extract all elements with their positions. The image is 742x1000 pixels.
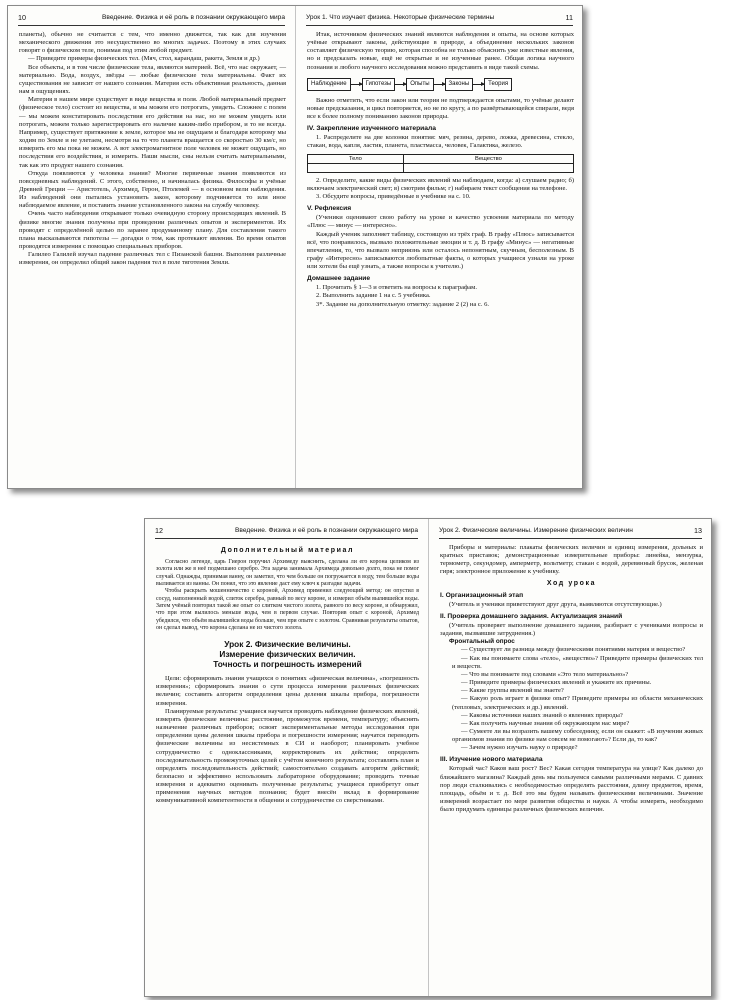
question-item: — Какую роль играет в физике опыт? Приведите примеры из области механических (тепловых, электрических и др.) явлений. bbox=[452, 695, 703, 711]
paragraph: планеты), обычно не считается с тем, что именно движется, так как для изучения механического движения это несущественно во многих задачах. Поэтому в этих случаях говорят о физическом теле, понимая под этим любой предмет. bbox=[19, 31, 286, 55]
paragraph: Который час? Каков ваш рост? Вес? Какая сегодня температура на улице? Как далеко до ближайшего магазина? Каждый день мы пользуемся самыми различными мерами. С давних пор люди сталкивались с необходимостью определять расстояния, длину предметов, время, площадь, объём и т. д. Всё это мы будем называть физическими величинами. Значение измерений возрастает по мере развития общества и науки. А чтобы измерять, необходимо было придумать единицы различных физических величин. bbox=[440, 765, 703, 814]
flow-box-laws: Законы bbox=[445, 78, 474, 91]
task-text: 3. Обсудите вопросы, приведённые в учебнике на с. 10. bbox=[316, 193, 471, 201]
question-item: — Сумеете ли вы возразить вашему собеседнику, если он скажет: «В изучении живых организмов знания по физике нам совсем не помогают»? Если да, то как? bbox=[452, 727, 703, 744]
homework-heading: Домашнее задание bbox=[307, 275, 371, 283]
flow-box-hypotheses: Гипотезы bbox=[362, 78, 396, 91]
question-item: — Что вы понимаете под словами «Это тело материально»? bbox=[461, 670, 629, 678]
task-text: 1. Распределите на две колонки понятия: мяч, резина, дерево, ложка, древесина, стекло, стакан, вода, капля, ластик, планета, пластмасса, человек, Галактика, железо. bbox=[307, 134, 574, 150]
question-item: — Как получить научные знания об окружающем нас мире? bbox=[461, 719, 630, 727]
lesson-title-line: Измерение физических величин. bbox=[219, 649, 356, 660]
running-title: Урок 1. Что изучает физика. Некоторые физические термины bbox=[306, 14, 495, 21]
lesson-title bbox=[156, 639, 419, 669]
running-title: Введение. Физика и её роль в познании окружающего мира bbox=[235, 527, 418, 534]
table-header-substance: Вещество bbox=[403, 154, 573, 163]
paragraph: Откуда появляются у человека знания? Многие первичные знания появляются из повседневных наблюдений. С этого, собственно, и начиналась физика. Философы и учёные Древней Греции — Аристотель, Архимед, Герон, Птолемей — в основном вели наблюдения. Из наблюдений они пытались установить закон, которому подчиняется то или иное наблюдаемое явление, и поставить знание установленного закона на службу человеку. bbox=[19, 169, 286, 210]
paragraph: (Учитель и ученики приветствуют друг друга, выявляются отсутствующие.) bbox=[449, 600, 662, 608]
question-item: — Как вы понимаете слова «тело», «вещество»? Приведите примеры физических тел и веществ. bbox=[452, 654, 703, 670]
homework-item: 3*. Задание на дополнительную отметку: задание 2 (2) на с. 6. bbox=[316, 300, 490, 308]
book-spread-pages-10-11 bbox=[7, 5, 583, 489]
paragraph: Итак, источником физических знаний являются наблюдения и опыты, на основе которых учёные открывают законы, действующие в природе, а объединение нескольких законов составляет физическую теорию, которая способна не только объяснить уже известные явления, но и предсказать новые, ещё не открытые и не изученные ранее. Общая логика научного познания и любого научного исследования можно представить в виде такой схемы. bbox=[307, 31, 574, 71]
section-heading: II. Проверка домашнего задания. Актуализация знаний bbox=[440, 612, 623, 620]
question-item: — Приведите примеры физических явлений и укажите их причины. bbox=[461, 679, 652, 687]
page-number: 11 bbox=[565, 13, 573, 22]
body-substance-table bbox=[307, 154, 574, 173]
extra-material-heading: Дополнительный материал bbox=[220, 547, 355, 554]
page-body bbox=[440, 544, 703, 814]
page-11 bbox=[295, 6, 583, 488]
running-header bbox=[439, 525, 702, 539]
running-header bbox=[306, 12, 573, 26]
planned-results: Планируемые результаты: учащиеся научатся проводить наблюдение физических явлений, измерять физические величины: расстояние, промежуток времени, температуру; объяснять назначение различных приборов; освоят экспериментальные методы исследования при определении цены деления шкалы прибора и погрешности измерения; научатся переводить физические величины из несистемных в СИ и наоборот; планировать учебное сотрудничество с одноклассниками, корректировать их действия; определять последовательность промежуточных целей с учётом конечного результата; составлять план и определять последовательность действий; самостоятельно создавать алгоритм действий; безопасно и эффективно использовать лабораторное оборудование; проводить точные измерения и адекватно оценивать полученные результаты; учащиеся приобретут опыт применения научных методов познания; будет внесён вклад в формирование коммуникативной компетентности в общении и сотрудничестве со сверстниками. bbox=[156, 707, 419, 805]
running-header bbox=[18, 12, 285, 26]
knowledge-flow-diagram bbox=[307, 78, 574, 91]
question-item: — Каковы источники наших знаний о явлениях природы? bbox=[461, 711, 623, 719]
paragraph: — Приведите примеры физических тел. (Мяч, стол, карандаш, ракета, Земля и др.) bbox=[28, 55, 260, 63]
section-heading: V. Рефлексия bbox=[307, 205, 352, 213]
running-header bbox=[155, 525, 418, 539]
homework-item: 2. Выполнить задание 1 на с. 5 учебника. bbox=[316, 292, 431, 300]
arrow-right-icon bbox=[473, 84, 484, 85]
table-header-body: Тело bbox=[308, 154, 404, 163]
paragraph: Согласно легенде, царь Гиерон поручил Архимеду выяснить, сделана ли его корона целиком из золота или же в неё подмешано серебро. Эта задача занимала Архимеда довольно долго, пока не помог случай. Однажды, принимая ванну, он заметил, что чем больше он погружается в воду, тем больше воды выливается из ванны. Он понял, что это явление даст ему ключ к разгадке задачи. bbox=[156, 559, 419, 588]
section-heading: III. Изучение нового материала bbox=[440, 756, 543, 764]
paragraph: Чтобы раскрыть мошенничество с короной, Архимед применил следующий метод: он опустил в сосуд, наполненный водой, слиток серебра, равный по весу короне, и измерил объём вылившейся воды. Затем учёный повторил такой же опыт со слитком чистого золота, равного по весу короне, и обнаружил, что при этом вылилось меньше воды, чем в первом случае. Повторив опыт с короной, Архимед убедился, что объём вылившейся воды больше, чем при опыте с золотом. Сравнивая результаты опытов, он сделал вывод, что корона сделана не из чистого золота. bbox=[156, 588, 419, 631]
page-number: 12 bbox=[155, 526, 163, 535]
flow-box-theory: Теория bbox=[484, 78, 512, 91]
question-item: — Существует ли разница между физическими понятиями материя и вещество? bbox=[461, 646, 686, 654]
table-cell bbox=[308, 163, 404, 172]
equipment-text: Приборы и материалы: плакаты физических величин и единиц измерения, дольных и кратных приставок; демонстрационные измерительные приборы: линейка, мензурка, термометр, секундомер, амперметр, вольтметр; стакан с водой, деревянный брусок, желеная гиря; электронное приложение к учебнику. bbox=[440, 544, 703, 576]
survey-heading: Фронтальный опрос bbox=[449, 638, 515, 646]
question-item: — Зачем нужно изучать науку о природе? bbox=[461, 744, 578, 752]
paragraph: (Ученики оценивают свою работу на уроке и качество усвоения материала по методу «Плюс — минус — интересно». bbox=[307, 214, 574, 230]
page-number: 10 bbox=[18, 13, 26, 22]
arrow-right-icon bbox=[395, 84, 406, 85]
homework-item: 1. Прочитать § 1—3 и ответить на вопросы к параграфам. bbox=[316, 284, 477, 292]
flow-box-experiments: Опыты bbox=[406, 78, 433, 91]
page-12 bbox=[145, 519, 428, 996]
lesson-course-heading: Ход урока bbox=[546, 579, 597, 587]
lesson-goals: Цели: сформировать знания учащихся о понятиях «физическая величина», «погрешность измерения»; сформировать знания о сути процесса измерения различных физических величин; составить алгоритм определения цены деления шкалы прибора, погрешности измерения. bbox=[156, 675, 419, 707]
flow-box-observation: Наблюдение bbox=[307, 78, 351, 91]
task-text: 2. Определите, какие виды физических явлений мы наблюдаем, когда: а) слушаем радио; б) включаем электрический свет; в) смотрим фильм; г) набираем текст сообщения на телефоне. bbox=[307, 176, 574, 192]
arrow-right-icon bbox=[351, 84, 362, 85]
lesson-title-line: Урок 2. Физические величины. bbox=[224, 639, 351, 650]
paragraph: Материя в нашем мире существует в виде вещества и поля. Любой материальный предмет (физическое тело) состоит из вещества, и мы можем его потрогать, увидеть. Сложнее с полем — мы можем констатировать последствия его действия на нас, но не можем увидеть или потрогать, можем только зарегистрировать его наличие каким-либо прибором, и то не всегда. Например, существует притяжение к земле, которое мы не ощущаем и благодаря которому мы ходим по Земле и не улетаем, несмотря на то что планета вращается со скоростью 30 км/с, но измерить его мы пока не можем. А вот электромагнитное поле человек не может ощущать, но последствия его воздействия, и измерить. Наши мысли, сны нельзя считать материальными, так как это продукт нашего сознания. bbox=[19, 96, 286, 169]
section-heading: IV. Закрепление изученного материала bbox=[307, 125, 436, 133]
paragraph: Галилео Галилей изучал падение различных тел с Пизанской башни. Выполняя различные измерения, он определил общий закон падения тел в поле тяготения Земли. bbox=[19, 251, 286, 267]
page-number: 13 bbox=[694, 526, 702, 535]
paragraph: Важно отметить, что если закон или теория не подтверждается опытами, то учёные делают новые предсказания, и цикл повторяется, но не по кругу, а по развёртывающейся спирали, ведя все к более полному пониманию законов природы. bbox=[307, 96, 574, 121]
section-heading: I. Организационный этап bbox=[440, 591, 524, 599]
question-item: — Какие группы явлений вы знаете? bbox=[461, 687, 564, 695]
page-13 bbox=[428, 519, 712, 996]
paragraph: Очень часто наблюдения открывают только очевидную сторону происходящих явлений. В физике многие знания получены при проведении различных опытов и экспериментов. Их проводят с определённой целью по заранее продуманному плану. Для составления такого плана высказываются гипотезы — догадки о том, как протекают явления. Во время опытов проводятся измерения с помощью специальных приборов. bbox=[19, 210, 286, 251]
page-body bbox=[156, 544, 419, 806]
page-10 bbox=[8, 6, 295, 488]
page-body bbox=[307, 31, 574, 309]
running-title: Введение. Физика и её роль в познании окружающего мира bbox=[102, 14, 285, 21]
page-body bbox=[19, 31, 286, 268]
paragraph: Каждый ученик заполняет таблицу, состоящую из трёх граф. В графу «Плюс» записывается всё, что понравилось, вызвало положительные эмоции и т. д. В графу «Минус» — негативные впечатления, то, что вызвало неприязнь или осталось непонятным, скучным, бесполезным. В графу «Интересно» записываются любопытные факты, о которых учащиеся узнали на уроке или хотели бы ещё узнать, а также вопросы к учителю.) bbox=[307, 230, 574, 271]
running-title: Урок 2. Физические величины. Измерение физических величин bbox=[439, 527, 633, 534]
book-spread-pages-12-13 bbox=[144, 518, 712, 997]
table-cell bbox=[403, 163, 573, 172]
paragraph: (Учитель проверяет выполнение домашнего задания, разбирает с учениками вопросы и задания, вызвавшие затруднения.) bbox=[440, 621, 703, 638]
paragraph: Все объекты, и в том числе физические тела, являются материей. Всё, что нас окружает, — материально. Вода, воздух, звёзды — любые физические тела материальны. Факт их существования не зависит от нашего сознания. Материя есть объективная реальность, данная нам в ощущениях. bbox=[19, 63, 286, 96]
lesson-title-line: Точность и погрешность измерений bbox=[213, 659, 362, 670]
arrow-right-icon bbox=[434, 84, 445, 85]
